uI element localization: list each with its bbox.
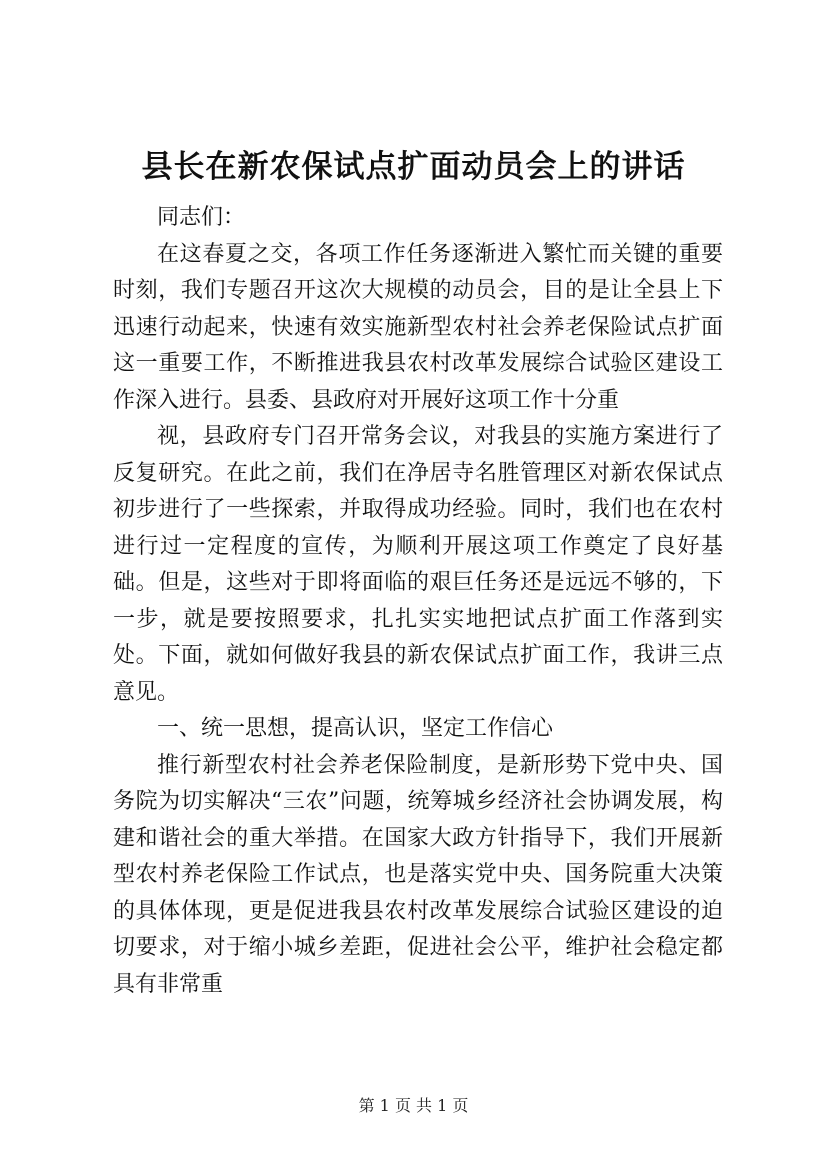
document-title: 县长在新农保试点扩面动员会上的讲话 xyxy=(141,149,686,185)
paragraph-1: 在这春夏之交，各项工作任务逐渐进入繁忙而关键的重要时刻，我们专题召开这次大规模的动员会，目的是让全县上下迅速行动起来，快速有效实施新型农村社会养老保险试点扩面这一重要工作，不断推进我县农村改革发展综合试验区建设工作深入进行。县委、县政府对开展好这项工作十分重 xyxy=(113,241,723,413)
paragraph-2: 视，县政府专门召开常务会议，对我县的实施方案进行了反复研究。在此之前，我们在净居寺名胜管理区对新农保试点初步进行了一些探索，并取得成功经验。同时，我们也在农村进行过一定程度的宣传，为顺利开展这项工作奠定了良好基础。但是，这些对于即将面临的艰巨任务还是远远不够的，下一步，就是要按照要求，扎扎实实地把试点扩面工作落到实处。下面，就如何做好我县的新农保试点扩面工作，我讲三点意见。 xyxy=(113,424,723,705)
paragraph-3: 推行新型农村社会养老保险制度，是新形势下党中央、国务院为切实解决“三农”问题，统筹城乡经济社会协调发展，构建和谐社会的重大举措。在国家大政方针指导下，我们开展新型农村养老保险工作试点，也是落实党中央、国务院重大决策的具体体现，更是促进我县农村改革发展综合试验区建设的迫切要求，对于缩小城乡差距，促进社会公平，维护社会稳定都具有非常重 xyxy=(113,752,723,997)
document-body xyxy=(113,200,723,1003)
page-footer: 第 1 页 共 1 页 xyxy=(358,1096,469,1115)
section-heading-1: 一、统一思想，提高认识，坚定工作信心 xyxy=(157,716,554,741)
salutation: 同志们： xyxy=(157,205,246,230)
